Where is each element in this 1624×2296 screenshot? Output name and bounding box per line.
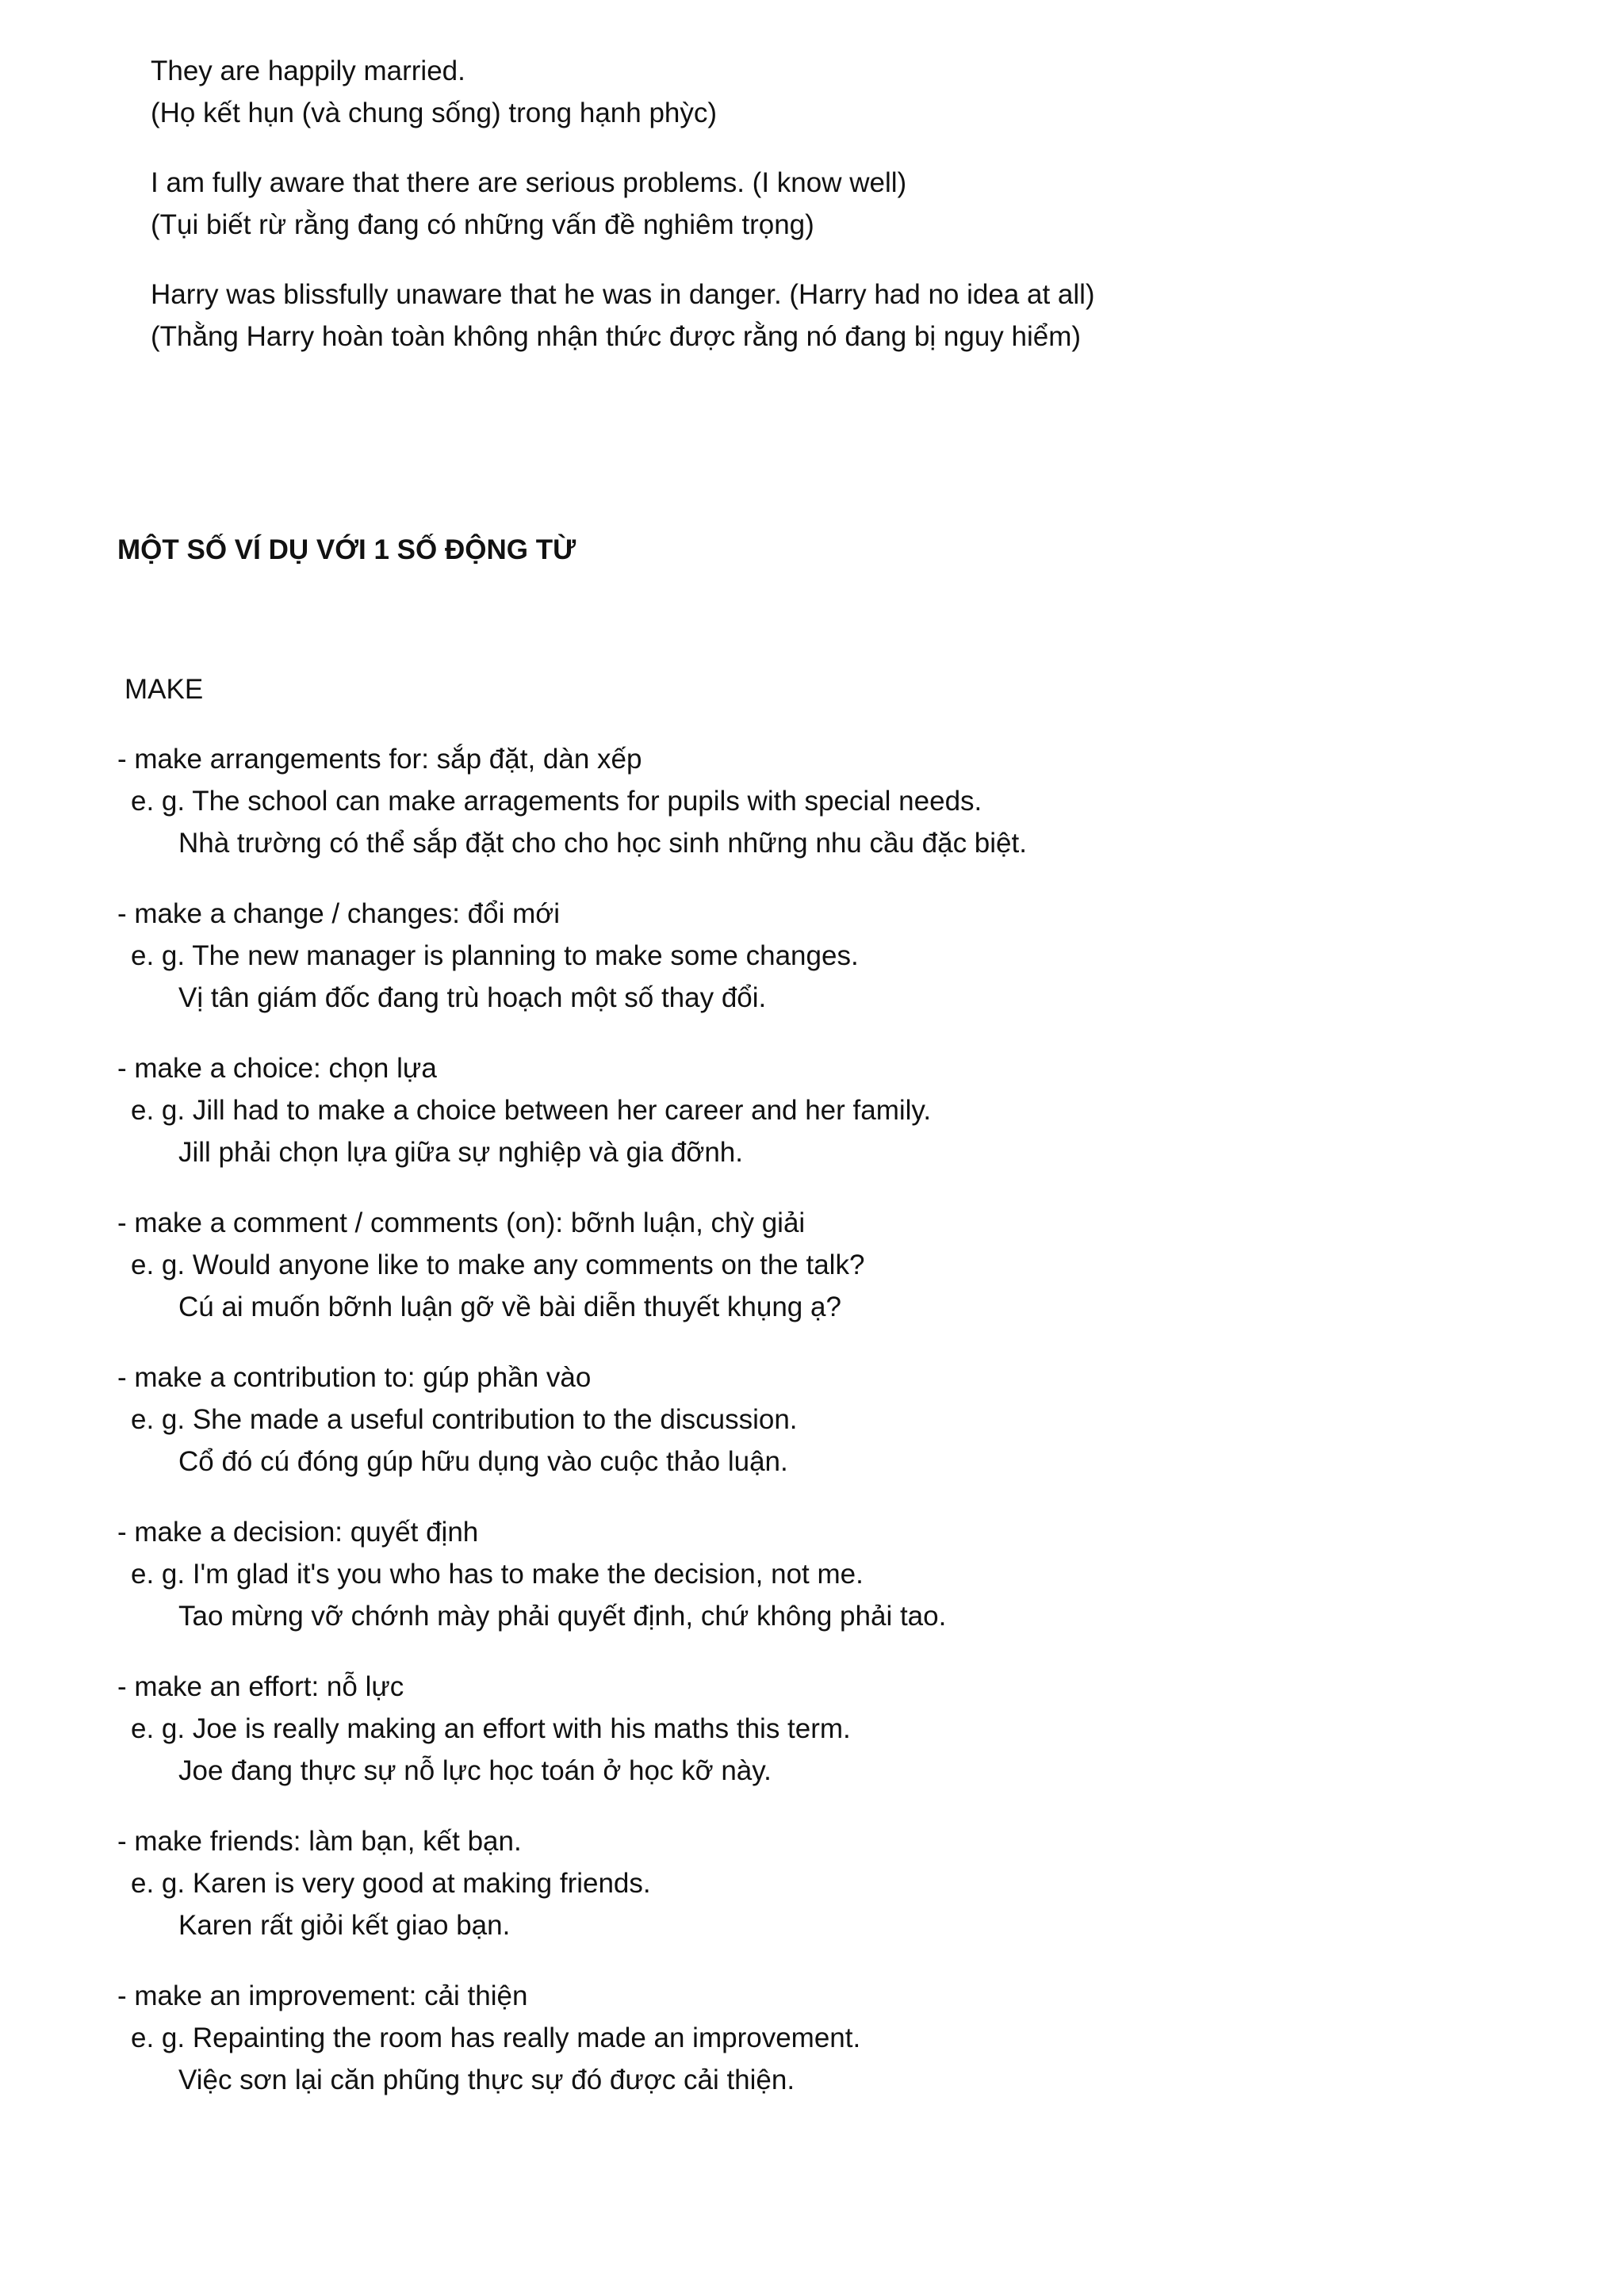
entry-term: - make friends: làm bạn, kết bạn. xyxy=(117,1826,522,1857)
entry-translation: Nhà trường có thể sắp đặt cho cho học sinh những nhu cầu đặc biệt. xyxy=(178,828,1027,859)
entry-term: - make an improvement: cải thiện xyxy=(117,1980,528,2011)
intro-example-2-vi: (Tụi biết rừ rằng đang có những vấn đề nghiêm trọng) xyxy=(151,209,814,240)
entry-example: e. g. Repainting the room has really made an improvement. xyxy=(131,2022,861,2053)
entry-translation: Joe đang thực sự nỗ lực học toán ở học kỡ này. xyxy=(178,1755,772,1786)
entry-translation: Cổ đó cú đóng gúp hữu dụng vào cuộc thảo luận. xyxy=(178,1446,788,1477)
entry-example: e. g. The new manager is planning to make some changes. xyxy=(131,940,859,971)
intro-example-1-vi: (Họ kết hụn (và chung sống) trong hạnh phỳc) xyxy=(151,98,718,128)
entry-example: e. g. The school can make arragements for pupils with special needs. xyxy=(131,786,982,817)
entry-example: e. g. She made a useful contribution to the discussion. xyxy=(131,1404,798,1435)
entry-term: - make an effort: nỗ lực xyxy=(117,1671,404,1702)
entry-term: - make a decision: quyết định xyxy=(117,1517,479,1548)
intro-example-3-vi: (Thằng Harry hoàn toàn không nhận thức được rằng nó đang bị nguy hiểm) xyxy=(151,321,1082,352)
entry-term: - make a comment / comments (on): bỡnh luận, chỳ giải xyxy=(117,1207,806,1238)
entry-translation: Karen rất giỏi kết giao bạn. xyxy=(178,1910,511,1941)
entry-term: - make a contribution to: gúp phần vào xyxy=(117,1362,592,1393)
entry-term: - make arrangements for: sắp đặt, dàn xếp xyxy=(117,744,642,775)
entry-translation: Vị tân giám đốc đang trù hoạch một số thay đổi. xyxy=(178,982,767,1013)
entry-example: e. g. Joe is really making an effort with his maths this term. xyxy=(131,1713,851,1744)
entry-example: e. g. Karen is very good at making friends. xyxy=(131,1868,651,1899)
entry-translation: Việc sơn lại căn phũng thực sự đó được cải thiện. xyxy=(178,2064,795,2095)
entry-example: e. g. Would anyone like to make any comments on the talk? xyxy=(131,1249,865,1280)
verb-heading: MAKE xyxy=(124,674,204,705)
section-heading: MỘT SỐ VÍ DỤ VỚI 1 SỐ ĐỘNG TỪ xyxy=(117,534,576,565)
intro-example-2-en: I am fully aware that there are serious problems. (I know well) xyxy=(151,167,907,198)
entry-example: e. g. Jill had to make a choice between her career and her family. xyxy=(131,1095,932,1126)
entry-example: e. g. I'm glad it's you who has to make the decision, not me. xyxy=(131,1559,864,1590)
entry-translation: Tao mừng vỡ chớnh mày phải quyết định, chứ không phải tao. xyxy=(178,1601,947,1632)
entry-translation: Cú ai muốn bỡnh luận gỡ về bài diễn thuyết khụng ạ? xyxy=(178,1292,841,1322)
entry-term: - make a choice: chọn lựa xyxy=(117,1053,437,1084)
intro-example-1-en: They are happily married. xyxy=(151,55,465,86)
entry-term: - make a change / changes: đổi mới xyxy=(117,898,560,929)
entry-translation: Jill phải chọn lựa giữa sự nghiệp và gia đỡnh. xyxy=(178,1137,743,1168)
intro-example-3-en: Harry was blissfully unaware that he was in danger. (Harry had no idea at all) xyxy=(151,279,1095,310)
